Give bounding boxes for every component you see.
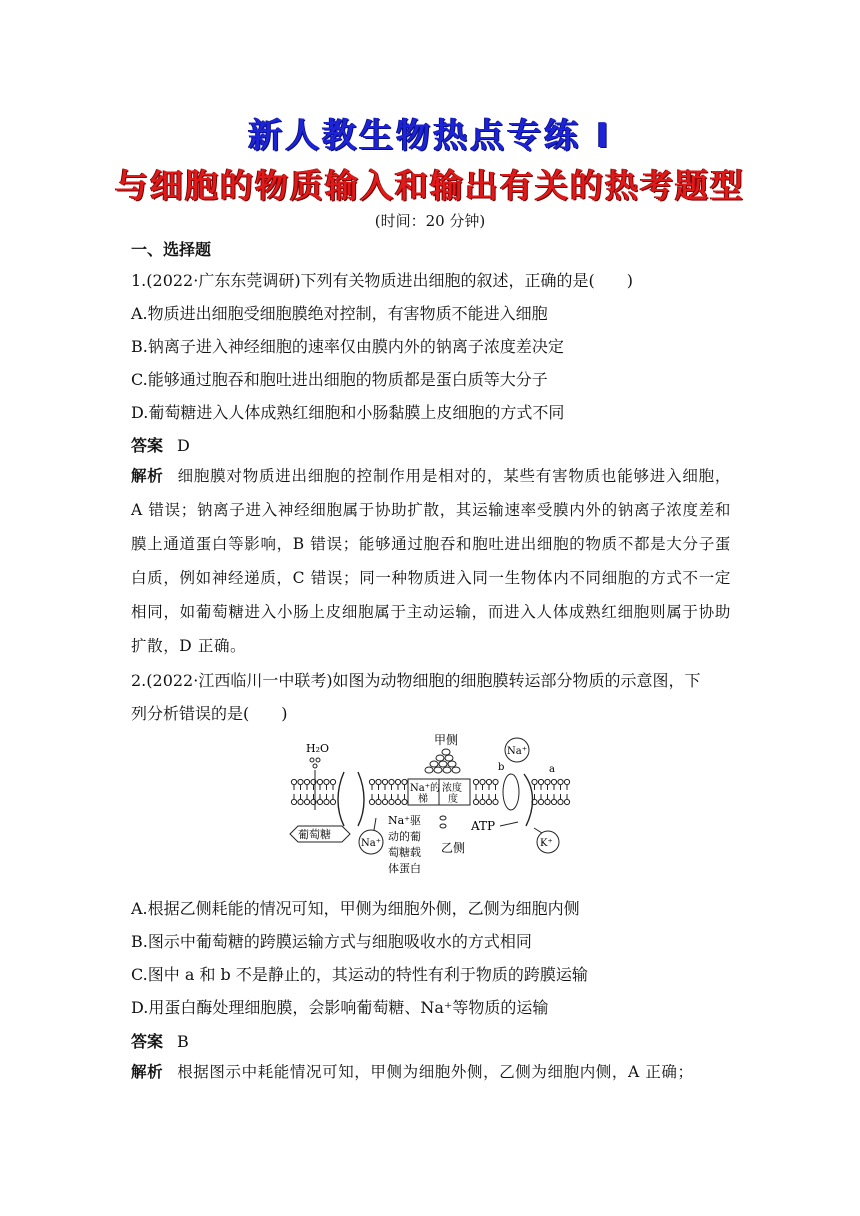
q1-option-c[interactable]: C.能够通过胞吞和胞吐进出细胞的物质都是蛋白质等大分子 <box>131 370 548 389</box>
lipid-head <box>532 779 537 784</box>
q1-option-a[interactable]: A.物质进出细胞受细胞膜绝对控制，有害物质不能进入细胞 <box>131 304 548 323</box>
lipid-head <box>382 779 387 784</box>
lipid-head <box>324 799 329 804</box>
lipid-head <box>538 779 543 784</box>
q2-option-a[interactable]: A.根据乙侧耗能的情况可知，甲侧为细胞外侧，乙侧为细胞内侧 <box>131 899 580 918</box>
lipid-head <box>545 799 550 804</box>
answer-value: D <box>177 436 190 455</box>
lipid-head <box>486 799 491 804</box>
lipid-head <box>324 779 329 784</box>
lipid-head <box>551 779 556 784</box>
lipid-head <box>291 779 296 784</box>
page-title: 新人教生物热点专练 Ⅰ <box>248 116 612 156</box>
section-heading: 一、选择题 <box>131 240 212 259</box>
q1-option-b[interactable]: B.钠离子进入神经细胞的速率仅由膜内外的钠离子浓度差决定 <box>131 337 564 356</box>
q2-option-c[interactable]: C.图中 a 和 b 不是静止的，其运动的特性有利于物质的跨膜运输 <box>131 965 588 984</box>
membrane-transport-figure <box>286 730 576 890</box>
pump-protein-b <box>503 774 519 810</box>
q1-stem: 1.(2022·广东东莞调研)下列有关物质进出细胞的叙述，正确的是( ) <box>131 271 634 290</box>
lipid-head <box>369 799 374 804</box>
q2-stem-line2: 列分析错误的是( ) <box>131 704 288 723</box>
side-b-label: 乙侧 <box>441 841 466 855</box>
lipid-head <box>330 779 335 784</box>
pump-protein <box>524 774 533 826</box>
lipid-head <box>298 799 303 804</box>
q1-option-d[interactable]: D.葡萄糖进入人体成熟红细胞和小肠黏膜上皮细胞的方式不同 <box>131 403 565 422</box>
lipid-head <box>395 799 400 804</box>
lipid-head <box>389 799 394 804</box>
label-b: b <box>498 762 505 773</box>
na-pile <box>425 749 460 773</box>
q2-option-d[interactable]: D.用蛋白酶处理细胞膜，会影响葡萄糖、Na⁺等物质的运输 <box>131 998 549 1017</box>
lipid-head <box>480 799 485 804</box>
lipid-head <box>395 779 400 784</box>
lipid-head <box>376 779 381 784</box>
lipid-head <box>330 799 335 804</box>
lipid-head <box>564 779 569 784</box>
carrier-label-2: 动的葡 <box>388 830 421 843</box>
lipid-head <box>402 799 407 804</box>
carrier-label-3: 萄糖载 <box>388 846 421 859</box>
lipid-head <box>564 799 569 804</box>
answer-value: B <box>177 1032 189 1051</box>
q2-answer <box>131 1029 189 1052</box>
q2-option-b[interactable]: B.图示中葡萄糖的跨膜运输方式与细胞吸收水的方式相同 <box>131 932 532 951</box>
lipid-head <box>558 799 563 804</box>
lipid-head <box>493 779 498 784</box>
lipid-head <box>558 779 563 784</box>
answer-label: 答案 <box>131 436 164 455</box>
analysis-text: 细胞膜对物质进出细胞的控制作用是相对的，某些有害物质也能够进入细胞，A 错误；钠离子进入神经细胞属于协助扩散，其运输速率受膜内外的钠离子浓度差和膜上通道蛋白等影响，B 错误；能够通过胞吞和胞吐进出细胞的物质不都是大分子蛋白质，例如神经递质，C 错误；同一种物质进入同一生物体内不同细胞的方式不一定相同，如葡萄糖进入小肠上皮细胞属于主动运输，而进入人体成熟红细胞则属于协助扩散，D 正确。 <box>131 467 732 655</box>
k-label: K⁺ <box>540 838 553 849</box>
na-label-bottom: Na⁺ <box>361 838 381 849</box>
analysis-text: 根据图示中耗能情况可知，甲侧为细胞外侧，乙侧为细胞内侧，A 正确； <box>177 1063 694 1081</box>
q1-answer <box>131 433 190 456</box>
q2-analysis <box>131 1055 731 1089</box>
gradient-label-4: 度 <box>448 794 458 805</box>
lipid-head <box>402 779 407 784</box>
lipid-head <box>369 779 374 784</box>
lipid-head <box>473 799 478 804</box>
lipid-head <box>304 779 309 784</box>
water-molecules <box>310 758 320 768</box>
lipid-head <box>291 799 296 804</box>
lipid-head <box>480 779 485 784</box>
carrier-label-1: Na⁺驱 <box>388 814 421 827</box>
lipid-head <box>493 799 498 804</box>
page-subtitle: 与细胞的物质输入和输出有关的热考题型 <box>115 166 745 205</box>
answer-label: 答案 <box>131 1032 164 1051</box>
side-a-label: 甲侧 <box>434 733 459 747</box>
lipid-head <box>304 799 309 804</box>
lipid-head <box>389 779 394 784</box>
label-a: a <box>549 764 555 775</box>
lipid-head <box>538 799 543 804</box>
analysis-label: 解析 <box>131 1063 164 1081</box>
atp-label: ATP <box>471 819 496 833</box>
lipid-head <box>473 779 478 784</box>
lipid-head <box>486 779 491 784</box>
time-limit: (时间：20 分钟) <box>374 212 486 230</box>
na-label-top: Na⁺ <box>507 746 527 757</box>
lipid-head <box>545 779 550 784</box>
glucose-label: 葡萄糖 <box>298 828 331 841</box>
gradient-label-2: 梯 <box>418 794 428 805</box>
carrier-label-4: 体蛋白 <box>388 862 421 875</box>
channel-protein <box>338 772 364 826</box>
analysis-label: 解析 <box>131 467 164 485</box>
lipid-head <box>317 779 322 784</box>
lipid-head <box>317 799 322 804</box>
lipid-head <box>298 779 303 784</box>
lipid-head <box>551 799 556 804</box>
lipid-head <box>382 799 387 804</box>
gradient-label-1: Na⁺的 <box>410 783 440 794</box>
q1-analysis <box>131 459 731 663</box>
lipid-head <box>376 799 381 804</box>
q2-stem-line1: 2.(2022·江西临川一中联考)如图为动物细胞的细胞膜转运部分物质的示意图，下 <box>131 671 701 690</box>
gradient-label-3: 浓度 <box>442 783 462 794</box>
h2o-label: H₂O <box>306 742 330 755</box>
